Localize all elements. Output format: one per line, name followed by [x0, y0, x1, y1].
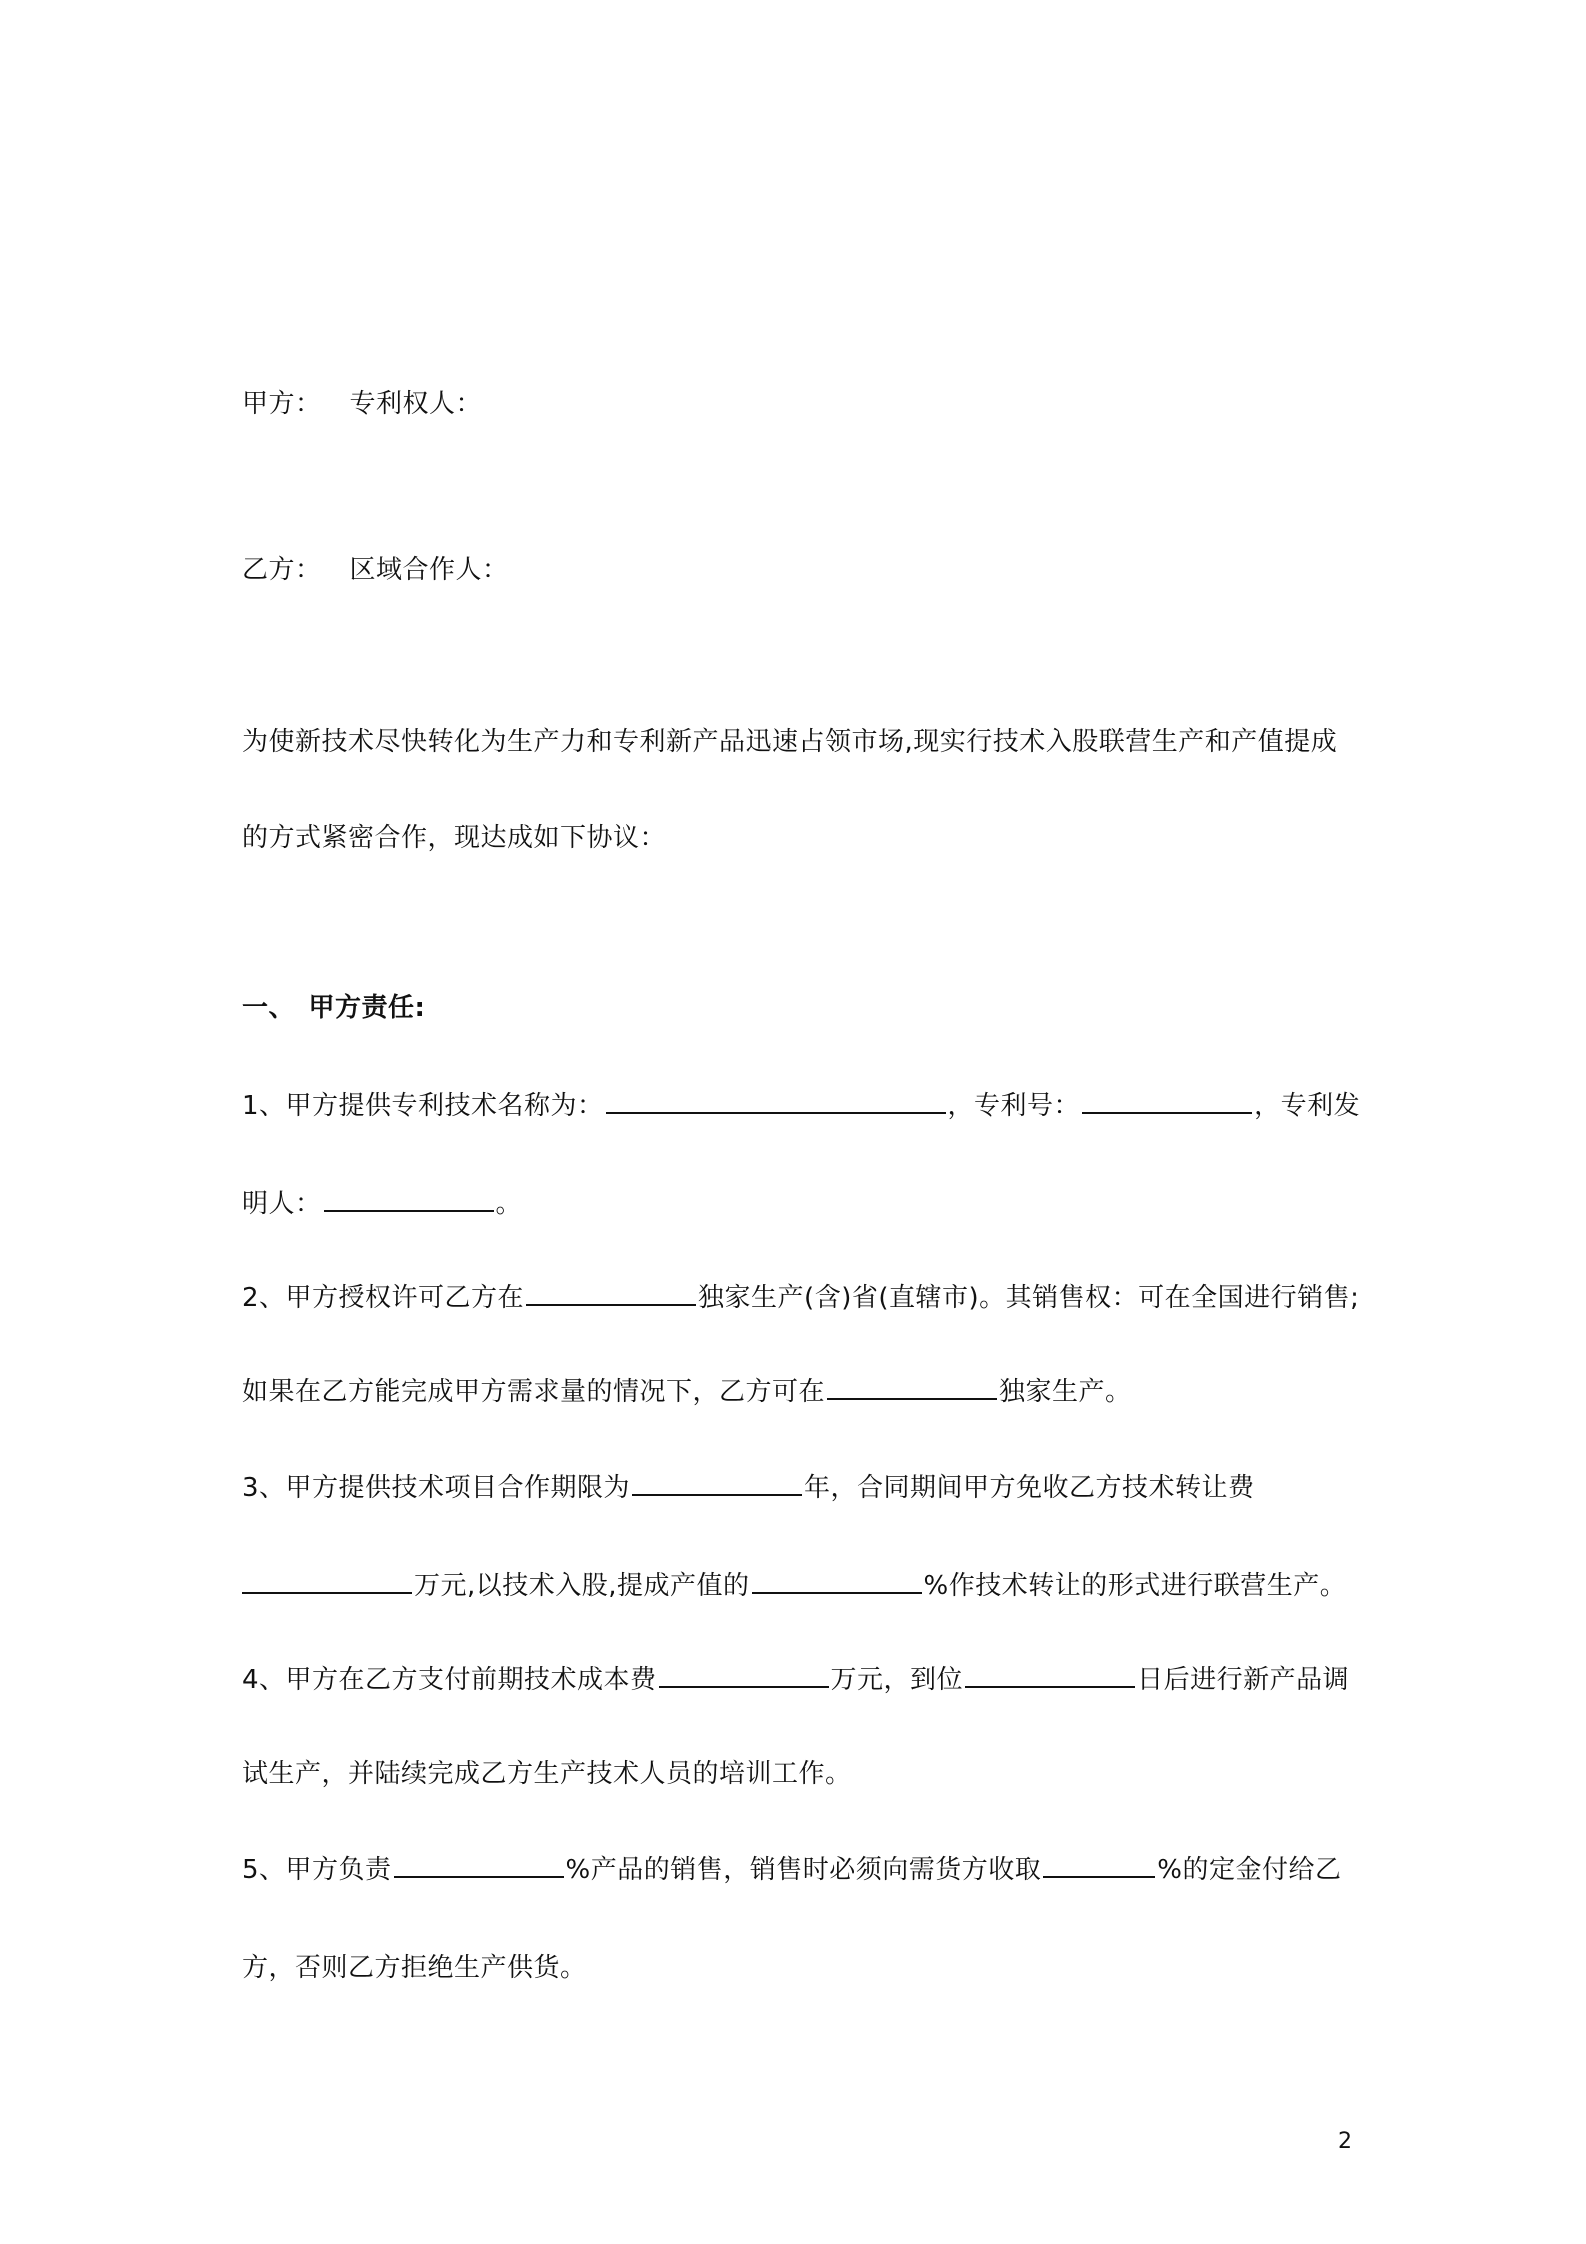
term-years-blank[interactable]	[632, 1472, 802, 1496]
clause-1-text-e: 。	[495, 1189, 523, 1219]
clause-5-line-1	[242, 1852, 1341, 1888]
clause-4-text-b: 万元，到位	[830, 1665, 964, 1695]
clause-4-text-d: 试生产，并陆续完成乙方生产技术人员的培训工作。	[242, 1759, 852, 1789]
clause-1-line-2	[242, 1186, 522, 1222]
intro-text-1: 为使新技术尽快转化为生产力和专利新产品迅速占领市场,现实行技术入股联营生产和产值提成	[242, 727, 1338, 757]
clause-4-line-2	[242, 1756, 852, 1792]
party-a-line	[242, 386, 482, 422]
transfer-fee-blank[interactable]	[242, 1570, 412, 1594]
clause-5-line-2	[242, 1950, 587, 1986]
clause-3-text-c: 万元,以技术入股,提成产值的	[414, 1571, 750, 1601]
inventor-blank[interactable]	[324, 1188, 494, 1212]
sales-percent-blank[interactable]	[394, 1854, 564, 1878]
section-1-title	[242, 990, 425, 1026]
intro-line-2	[242, 820, 666, 856]
clause-1-text-d: 明人：	[242, 1189, 322, 1219]
party-b-label: 乙方：	[242, 555, 322, 585]
extended-region-blank[interactable]	[827, 1376, 997, 1400]
clause-5-text-a: 5、甲方负责	[242, 1855, 392, 1885]
clause-2-text-b: 独家生产(含)省(直辖市)。其销售权：可在全国进行销售;	[698, 1283, 1360, 1313]
intro-text-2: 的方式紧密合作，现达成如下协议：	[242, 823, 667, 853]
clause-3-text-a: 3、甲方提供技术项目合作期限为	[242, 1473, 631, 1503]
clause-2-line-2	[242, 1374, 1132, 1410]
party-a-role: 专利权人：	[349, 389, 483, 419]
clause-5-text-b: %产品的销售，销售时必须向需货方收取	[565, 1855, 1042, 1885]
clause-5-text-c: %的定金付给乙	[1157, 1855, 1342, 1885]
days-blank[interactable]	[965, 1664, 1135, 1688]
party-b-line	[242, 552, 509, 588]
clause-1-text-a: 1、甲方提供专利技术名称为：	[242, 1091, 604, 1121]
clause-1-text-b: ，专利号：	[947, 1091, 1081, 1121]
clause-3-line-1	[242, 1470, 1255, 1506]
clause-2-text-c: 如果在乙方能完成甲方需求量的情况下，乙方可在	[242, 1377, 826, 1407]
clause-3-text-d: %作技术转让的形式进行联营生产。	[923, 1571, 1347, 1601]
clause-1-line-1	[242, 1088, 1360, 1124]
clause-4-text-a: 4、甲方在乙方支付前期技术成本费	[242, 1665, 657, 1695]
party-a-label: 甲方：	[242, 389, 322, 419]
patent-name-blank[interactable]	[606, 1090, 946, 1114]
page-number: 2	[1338, 2129, 1352, 2154]
cost-fee-blank[interactable]	[659, 1664, 829, 1688]
clause-4-text-c: 日后进行新产品调	[1137, 1665, 1350, 1695]
clause-3-line-2	[242, 1568, 1346, 1604]
clause-2-text-d: 独家生产。	[999, 1377, 1132, 1407]
patent-number-blank[interactable]	[1082, 1090, 1252, 1114]
deposit-percent-blank[interactable]	[1043, 1854, 1155, 1878]
section-1-title-text: 一、 甲方责任:	[242, 993, 426, 1023]
clause-1-text-c: ，专利发	[1254, 1091, 1361, 1121]
clause-5-text-d: 方，否则乙方拒绝生产供货。	[242, 1953, 587, 1983]
clause-2-text-a: 2、甲方授权许可乙方在	[242, 1283, 525, 1313]
clause-4-line-1	[242, 1662, 1349, 1698]
party-b-role: 区域合作人：	[349, 555, 509, 585]
region-blank[interactable]	[526, 1282, 696, 1306]
clause-2-line-1	[242, 1280, 1359, 1316]
clause-3-text-b: 年，合同期间甲方免收乙方技术转让费	[804, 1473, 1255, 1503]
royalty-percent-blank[interactable]	[752, 1570, 922, 1594]
intro-line-1	[242, 724, 1337, 760]
